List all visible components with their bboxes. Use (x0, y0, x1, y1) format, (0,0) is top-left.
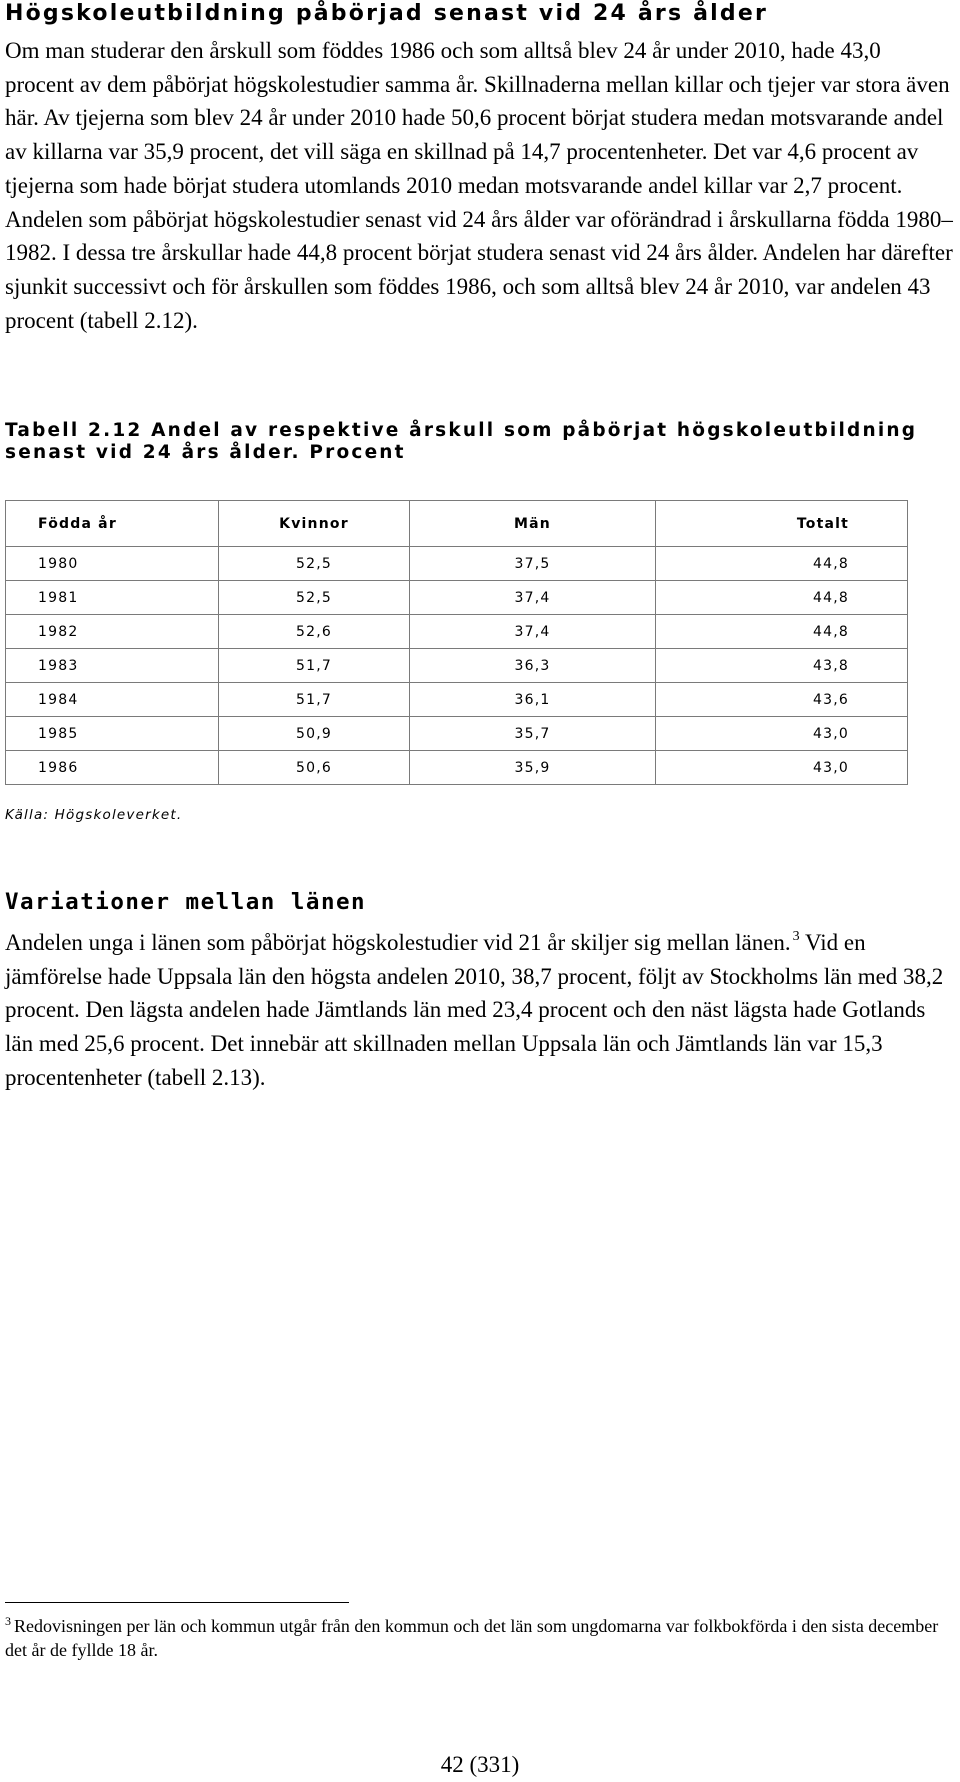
page-number: 42 (331) (440, 1752, 520, 1777)
table-row (6, 615, 908, 649)
table-cell: 36,1 (410, 683, 656, 717)
table-cell: 35,9 (410, 751, 656, 785)
footnote-reference: 3 (792, 929, 800, 944)
table-caption: Tabell 2.12 Andel av respektive årskull som påbörjat högskoleutbildning senast vid 24 års ålder. Procent (5, 420, 918, 463)
table-row (6, 751, 908, 785)
table-cell: 37,4 (410, 615, 656, 649)
table-cell: 37,4 (410, 581, 656, 615)
table-cell: 50,6 (219, 751, 410, 785)
subsection-title: Variationer mellan länen (5, 889, 367, 915)
table-cell: 52,6 (219, 615, 410, 649)
table-cell: 1985 (6, 717, 219, 751)
table-cell: 43,0 (656, 751, 908, 785)
table-cell: 44,8 (656, 581, 908, 615)
footnote-text: Redovisningen per län och kommun utgår från den kommun och det län som ungdomarna var folkbokförda i den sista december det år de fyllde 18 år. (5, 1616, 939, 1660)
footnote (5, 1614, 960, 1662)
table-cell: 43,8 (656, 649, 908, 683)
table-cell: 52,5 (219, 581, 410, 615)
table-cell: 1983 (6, 649, 219, 683)
table-row (6, 581, 908, 615)
table-cell: 36,3 (410, 649, 656, 683)
table-cell: 51,7 (219, 683, 410, 717)
paragraph-first-sentence: Andelen unga i länen som påbörjat högskolestudier vid 21 år skiljer sig mellan länen. (5, 930, 791, 955)
section-title: Högskoleutbildning påbörjad senast vid 24 års ålder (5, 1, 769, 26)
table-row (6, 547, 908, 581)
table-cell: 35,7 (410, 717, 656, 751)
table-cell: 1982 (6, 615, 219, 649)
table-cell: 43,0 (656, 717, 908, 751)
table-source: Källa: Högskoleverket. (5, 807, 183, 823)
table-cell: 44,8 (656, 547, 908, 581)
footnote-number: 3 (5, 1614, 11, 1628)
table-cell: 1986 (6, 751, 219, 785)
table-row (6, 649, 908, 683)
table-cell: 50,9 (219, 717, 410, 751)
table-cell: 43,6 (656, 683, 908, 717)
table-cell: 1980 (6, 547, 219, 581)
table-cell: 51,7 (219, 649, 410, 683)
data-table (5, 500, 908, 785)
regional-paragraph (5, 926, 955, 1095)
table-row (6, 683, 908, 717)
column-header-women: Kvinnor (219, 501, 410, 547)
column-header-men: Män (410, 501, 656, 547)
column-header-total: Totalt (656, 501, 908, 547)
column-header-year: Födda år (6, 501, 219, 547)
table-cell: 37,5 (410, 547, 656, 581)
table-cell: 44,8 (656, 615, 908, 649)
footnote-divider (5, 1602, 349, 1603)
table-cell: 1984 (6, 683, 219, 717)
intro-paragraph: Om man studerar den årskull som föddes 1986 och som alltså blev 24 år under 2010, hade 43,0 procent av dem påbörjat högskolestudier samma år. Skillnaderna mellan killar och tjejer var stora även här. Av tjejerna som blev 24 år under 2010 hade 50,6 procent börjat studera medan motsvarande andel av killarna var 35,9 procent, det vill säga en skillnad på 14,7 procentenheter. Det var 4,6 procent av tjejerna som hade börjat studera utomlands 2010 medan motsvarande andel killar var 2,7 procent. Andelen som påbörjat högskolestudier senast vid 24 års ålder var oförändrad i årskullarna födda 1980–1982. I dessa tre årskullar hade 44,8 procent börjat studera senast vid 24 års ålder. Andelen har därefter sjunkit successivt och för årskullen som föddes 1986, och som alltså blev 24 år 2010, var andelen 43 procent (tabell 2.12). (5, 38, 953, 333)
table-header-row (6, 501, 908, 547)
table-cell: 52,5 (219, 547, 410, 581)
table-cell: 1981 (6, 581, 219, 615)
table-row (6, 717, 908, 751)
paragraph-rest: Vid en jämförelse hade Uppsala län den högsta andelen 2010, 38,7 procent, följt av Stockholms län med 38,2 procent. Den lägsta andelen hade Jämtlands län med 23,4 procent och den näst lägsta hade Gotlands län med 25,6 procent. Det innebär att skillnaden mellan Uppsala län och Jämtlands län var 15,3 procentenheter (tabell 2.13). (5, 930, 944, 1090)
